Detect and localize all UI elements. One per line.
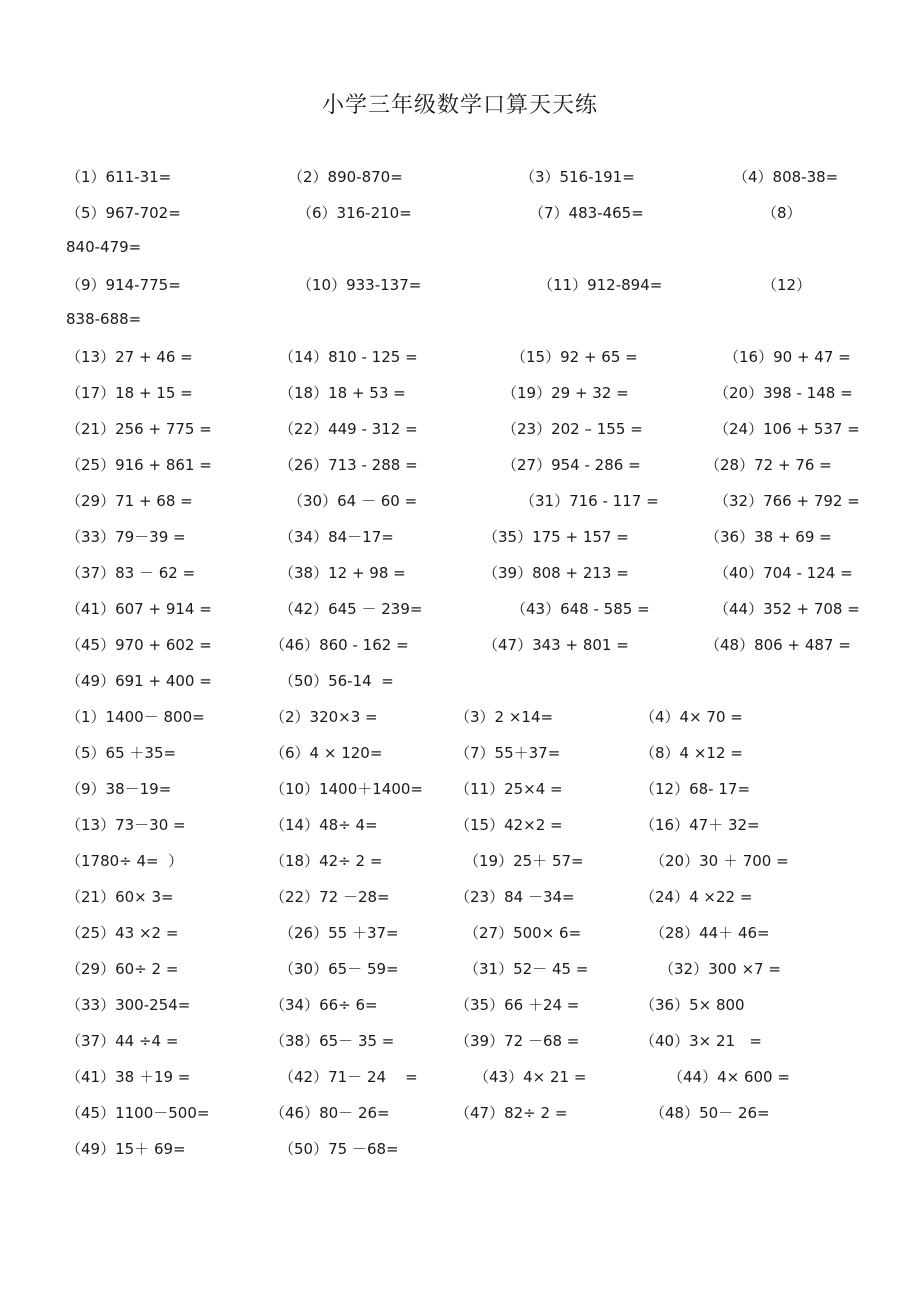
problem: （2）320×3 = [270,708,378,726]
problem-row [0,274,920,310]
problem: （31）716 - 117 = [520,492,659,510]
problem: （46）860 - 162 = [270,636,409,654]
problem: （25）916 + 861 = [66,456,212,474]
problem: （29）60÷ 2 = [66,960,179,978]
problem: （18）42÷ 2 = [270,852,383,870]
problem: （1）1400－ 800= [66,708,205,726]
problem: （37）44 ÷4 = [66,1032,179,1050]
problem-row [0,994,920,1030]
problem: （29）71 + 68 = [66,492,193,510]
problem: （7）483-465= [529,204,644,222]
problem-row [0,814,920,850]
problem: （24）4 ×22 = [640,888,753,906]
problem: （43）4× 21 = [474,1068,587,1086]
problem-row [0,742,920,778]
problem: （3）2 ×14= [455,708,554,726]
problem: （6）4 × 120= [270,744,383,762]
problem-row [0,958,920,994]
page-title: 小学三年级数学口算天天练 [321,93,598,118]
problem: （15）42×2 = [455,816,563,834]
problem: （38）12 + 98 = [279,564,406,582]
problem: （41）607 + 914 = [66,600,212,618]
problem: （16）47＋ 32= [640,816,760,834]
problem: （42）71－ 24 = [279,1068,418,1086]
problem: （20）30 ＋ 700 = [650,852,789,870]
problem: （36）5× 800 [640,996,745,1014]
problem-row [0,778,920,814]
problem-row [0,238,920,274]
problem: （9）38－19= [66,780,172,798]
problem-row [0,670,920,706]
problem-continuation: 838-688= [66,310,142,328]
problem: （17）18 + 15 = [66,384,193,402]
problem-row [0,454,920,490]
problem: （46）80－ 26= [270,1104,390,1122]
problem: （7）55＋37= [455,744,561,762]
problem: （28）72 + 76 = [705,456,832,474]
problem: （49）15＋ 69= [66,1140,186,1158]
problem: （13）73－30 = [66,816,186,834]
problem: （4）808-38= [733,168,839,186]
problem: （33）79－39 = [66,528,186,546]
problem-row [0,166,920,202]
problem: （8）4 ×12 = [640,744,743,762]
problem: （27）500× 6= [464,924,582,942]
problem: （34）84－17= [279,528,394,546]
problem: （11）912-894= [538,276,663,294]
problem: （44）4× 600 = [668,1068,790,1086]
problem: （14）810 - 125 = [279,348,418,366]
problem: （42）645 － 239= [279,600,423,618]
problem-row [0,922,920,958]
problem-row [0,1102,920,1138]
problem: （20）398 - 148 = [714,384,853,402]
problem-continuation: 840-479= [66,238,142,256]
problem: （44）352 + 708 = [714,600,860,618]
problem: （21）256 + 775 = [66,420,212,438]
problem: （19）29 + 32 = [502,384,629,402]
problem: （19）25＋ 57= [464,852,584,870]
problem: （50）75 －68= [279,1140,399,1158]
problem: （30）65－ 59= [279,960,399,978]
problem: （14）48÷ 4= [270,816,378,834]
problem-row [0,1066,920,1102]
problem: （3）516-191= [520,168,635,186]
problem: （16）90 + 47 = [724,348,851,366]
problem: （9）914-775= [66,276,181,294]
problem: （30）64 － 60 = [288,492,418,510]
problem-row [0,418,920,454]
problem: （43）648 - 585 = [511,600,650,618]
problem: （1780÷ 4= ） [66,852,184,870]
problem-row [0,202,920,238]
problem-row [0,310,920,346]
problem: （11）25×4 = [455,780,563,798]
problem: （21）60× 3= [66,888,174,906]
problem: （1）611-31= [66,168,172,186]
problem: （49）691 + 400 = [66,672,212,690]
problem: （32）300 ×7 = [659,960,781,978]
problem: （40）704 - 124 = [714,564,853,582]
problem: （31）52－ 45 = [464,960,589,978]
problem: （25）43 ×2 = [66,924,179,942]
problem: （4）4× 70 = [640,708,743,726]
problem: （24）106 + 537 = [714,420,860,438]
problem: （13）27 + 46 = [66,348,193,366]
problem: （27）954 - 286 = [502,456,641,474]
problem-row [0,1030,920,1066]
problem-sheet [0,166,920,1174]
problem: （12）68- 17= [640,780,751,798]
problem: （36）38 + 69 = [705,528,832,546]
problem: （40）3× 21 = [640,1032,762,1050]
problem-row [0,634,920,670]
problem: （22）72 －28= [270,888,390,906]
problem: （47）82÷ 2 = [455,1104,568,1122]
problem-row [0,490,920,526]
problem: （48）806 + 487 = [705,636,851,654]
problem: （38）65－ 35 = [270,1032,395,1050]
problem: （6）316-210= [297,204,412,222]
problem: （18）18 + 53 = [279,384,406,402]
problem: （28）44＋ 46= [650,924,770,942]
problem: （39）72 －68 = [455,1032,580,1050]
problem: （10）933-137= [297,276,422,294]
problem-row [0,1138,920,1174]
problem: （2）890-870= [288,168,403,186]
problem: （48）50－ 26= [650,1104,770,1122]
problem: （39）808 + 213 = [483,564,629,582]
problem-row [0,886,920,922]
problem: （37）83 － 62 = [66,564,196,582]
problem: （23）84 －34= [455,888,575,906]
problem: （23）202 – 155 = [502,420,643,438]
problem-row [0,562,920,598]
problem: （5）967-702= [66,204,181,222]
problem: （33）300-254= [66,996,191,1014]
problem-row [0,850,920,886]
problem: （26）713 - 288 = [279,456,418,474]
problem: （50）56-14 = [279,672,394,690]
problem: （35）175 + 157 = [483,528,629,546]
problem: （15）92 + 65 = [511,348,638,366]
problem: （47）343 + 801 = [483,636,629,654]
problem: （10）1400＋1400= [270,780,424,798]
problem: （8） [762,204,802,222]
problem-row [0,598,920,634]
problem-row [0,706,920,742]
problem-row [0,346,920,382]
problem: （45）970 + 602 = [66,636,212,654]
problem: （12） [762,276,812,294]
problem: （22）449 - 312 = [279,420,418,438]
problem-row [0,526,920,562]
problem: （5）65 ＋35= [66,744,177,762]
problem: （32）766 + 792 = [714,492,860,510]
problem: （26）55 ＋37= [279,924,399,942]
problem: （41）38 ＋19 = [66,1068,191,1086]
problem: （35）66 ＋24 = [455,996,580,1014]
problem: （34）66÷ 6= [270,996,378,1014]
problem: （45）1100－500= [66,1104,210,1122]
problem-row [0,382,920,418]
